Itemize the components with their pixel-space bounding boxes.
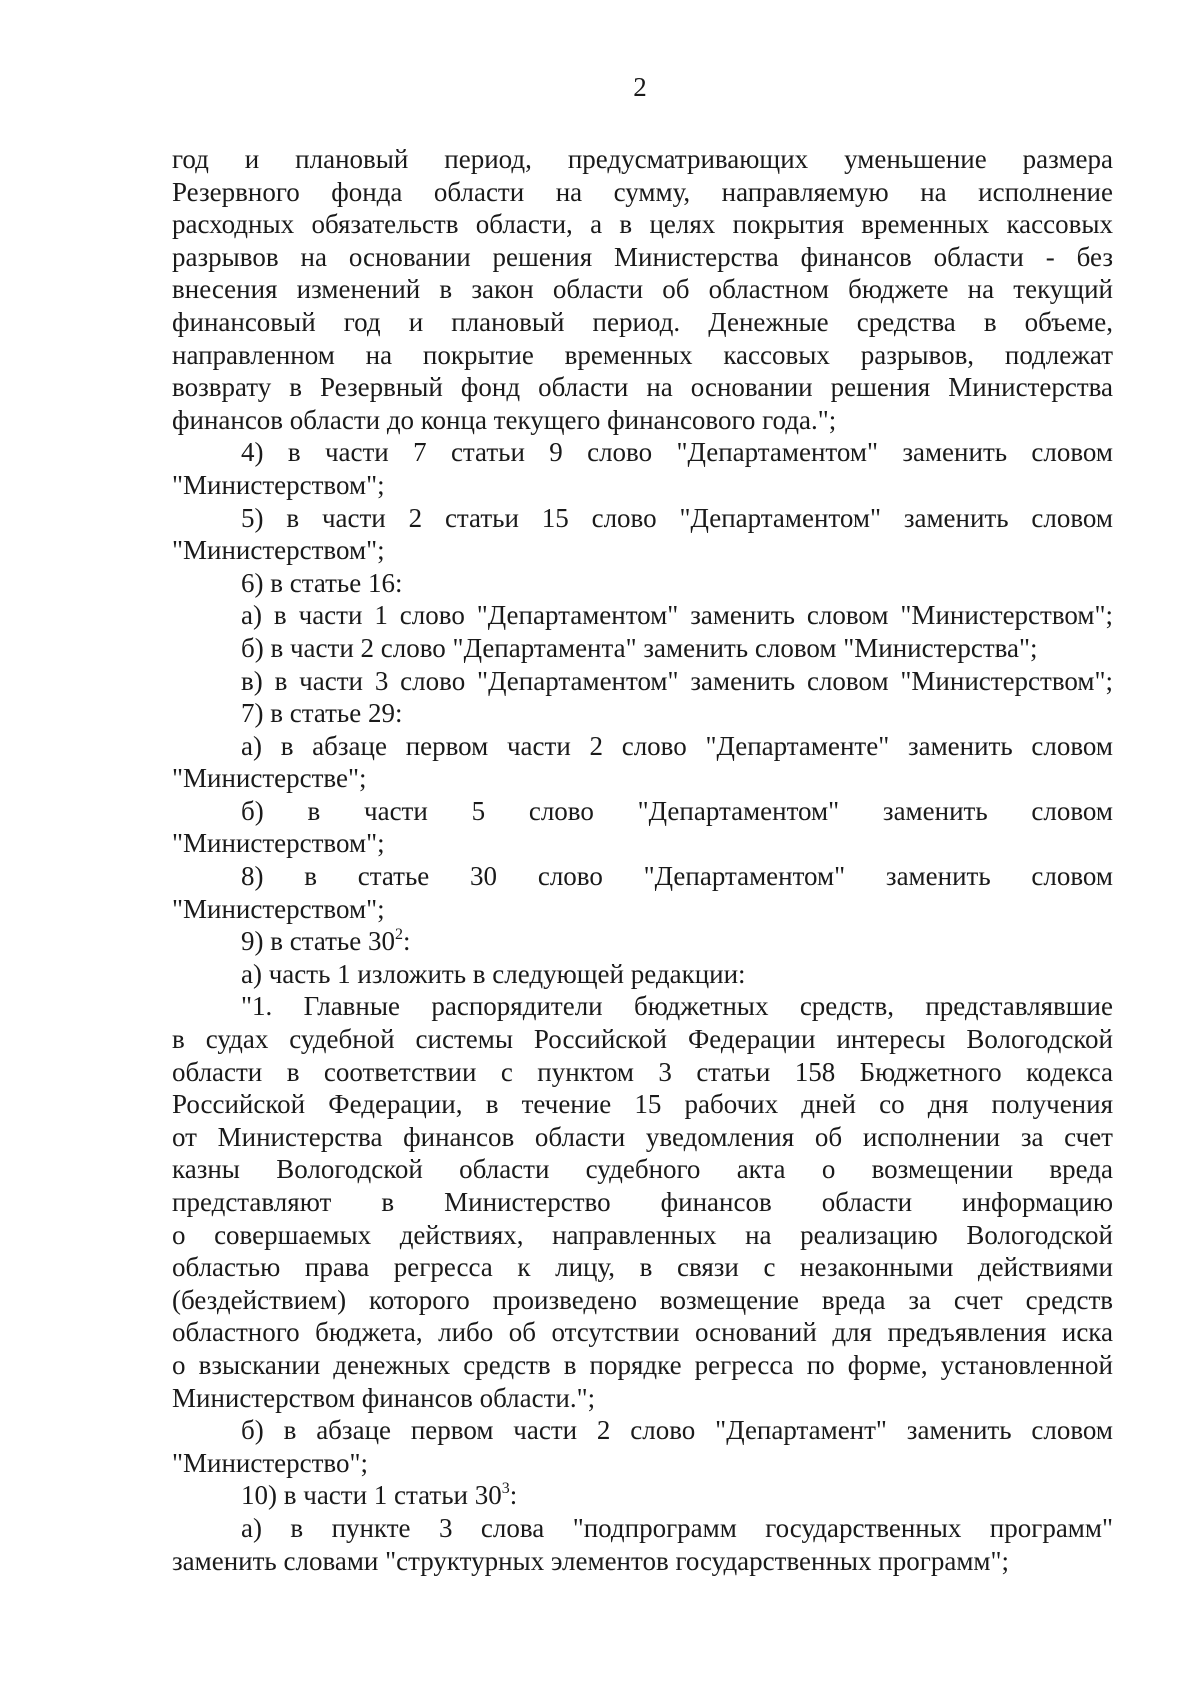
line-text: финансов области до конца текущего финансового года."; [172,404,837,435]
line-text: финансовый год и плановый период. Денежные средства в объеме, [172,306,1113,337]
text-line [172,1545,1113,1578]
line-text: а) в пункте 3 слова "подпрограмм государственных программ" [241,1512,1113,1543]
line-text: представляют в Министерство финансов области информацию [172,1187,1113,1217]
page-number: 2 [633,72,647,102]
line-text: 5) в части 2 статьи 15 слово "Департаментом" заменить словом [241,502,1113,533]
line-text: "Министерством"; [172,893,385,924]
line-text: б) в части 2 слово "Департамента" заменить словом "Министерства"; [241,632,1038,663]
line-text: 6) в статье 16: [241,567,403,598]
line-text: а) в части 1 слово "Департаментом" заменить словом "Министерством"; [241,600,1113,631]
text-line [172,665,1113,698]
text-line [172,502,1113,535]
text-line [172,371,1113,404]
text-line [172,1219,1113,1252]
text-line [172,1056,1113,1089]
text-line [172,143,1113,176]
line-text: б) в абзаце первом части 2 слово "Департамент" заменить словом [241,1415,1113,1446]
text-line [172,827,1113,860]
line-text: заменить словами "структурных элементов государственных программ"; [172,1545,1010,1576]
line-text: Министерством финансов области."; [172,1382,596,1413]
text-line [172,697,1113,730]
line-text: в судах судебной системы Российской Федерации интересы Вологодской [172,1024,1113,1055]
line-text: 10) в части 1 статьи 30 [241,1480,502,1511]
line-text: "1. Главные распорядители бюджетных средств, представлявшие [241,991,1113,1022]
text-line [172,567,1113,600]
text-line [172,632,1113,665]
text-line [172,1023,1113,1056]
line-text: возврату в Резервный фонд области на основании решения Министерства [172,372,1113,403]
article-superscript: 2 [394,926,403,944]
text-line [172,306,1113,339]
line-text: б) в части 5 слово "Департаментом" заменить словом [241,795,1113,826]
line-text: (бездействием) которого произведено возмещение вреда за счет средств [172,1284,1113,1315]
line-text: направленном на покрытие временных кассовых разрывов, подлежат [172,339,1113,370]
text-line [172,762,1113,795]
line-text: "Министерством"; [172,535,385,566]
line-text: областью права регресса к лицу, в связи с незаконными действиями [172,1252,1113,1283]
line-text: областного бюджета, либо об отсутствии оснований для предъявления иска [172,1317,1113,1348]
line-text: 4) в части 7 статьи 9 слово "Департаментом" заменить словом [241,437,1113,468]
text-line [172,241,1113,274]
text-line [172,1512,1113,1545]
text-line [172,469,1113,502]
text-line [172,339,1113,372]
article-superscript: 3 [501,1480,510,1498]
line-text: Резервного фонда области на сумму, направляемую на исполнение [172,176,1113,207]
text-line [172,404,1113,437]
line-text: разрывов на основании решения Министерства финансов области - без [172,241,1113,272]
text-line [172,795,1113,828]
line-text: области в соответствии с пунктом 3 статьи 158 Бюджетного кодекса [172,1056,1113,1087]
text-line [172,273,1113,306]
line-text: год и плановый период, предусматривающих уменьшение размера [172,144,1113,174]
line-text: "Министерстве"; [172,763,367,794]
text-line [172,860,1113,893]
text-line [172,599,1113,632]
text-line [172,1349,1113,1382]
text-line [172,958,1113,991]
text-line [172,208,1113,241]
text-line [172,990,1113,1023]
line-text: от Министерства финансов области уведомления об исполнении за счет [172,1121,1113,1152]
line-text: а) часть 1 изложить в следующей редакции: [241,958,746,989]
text-line [172,1121,1113,1154]
text-line [172,1479,1113,1512]
line-text: Российской Федерации, в течение 15 рабочих дней со дня получения [172,1089,1113,1120]
text-line [172,893,1113,926]
line-text: а) в абзаце первом части 2 слово "Департаменте" заменить словом [241,730,1113,761]
text-line [172,534,1113,567]
text-line [172,1153,1113,1186]
line-text: внесения изменений в закон области об областном бюджете на текущий [172,274,1113,305]
text-line [172,1284,1113,1317]
line-text: казны Вологодской области судебного акта о возмещении вреда [172,1154,1113,1185]
text-line [172,176,1113,209]
line-text: расходных обязательств области, а в целях покрытия временных кассовых [172,209,1113,240]
line-text: 7) в статье 29: [241,698,403,729]
text-line [172,730,1113,763]
text-line [172,1382,1113,1415]
line-text: "Министерством"; [172,828,385,859]
text-line [172,1316,1113,1349]
line-text: 8) в статье 30 слово "Департаментом" заменить словом [241,861,1113,892]
text-line [172,1088,1113,1121]
line-text-suffix: : [509,1480,518,1511]
text-line [172,1251,1113,1284]
text-line [172,925,1113,958]
line-text: о взыскании денежных средств в порядке регресса по форме, установленной [172,1349,1113,1380]
text-line [172,436,1113,469]
line-text: о совершаемых действиях, направленных на реализацию Вологодской [172,1219,1113,1250]
line-text: "Министерство"; [172,1447,369,1478]
text-line [172,1447,1113,1480]
text-line [172,1186,1113,1219]
text-line [172,1414,1113,1447]
line-text: 9) в статье 30 [241,926,395,957]
line-text: "Министерством"; [172,469,385,500]
line-text: в) в части 3 слово "Департаментом" заменить словом "Министерством"; [241,665,1113,696]
line-text-suffix: : [402,926,411,957]
document-body [172,143,1113,1577]
